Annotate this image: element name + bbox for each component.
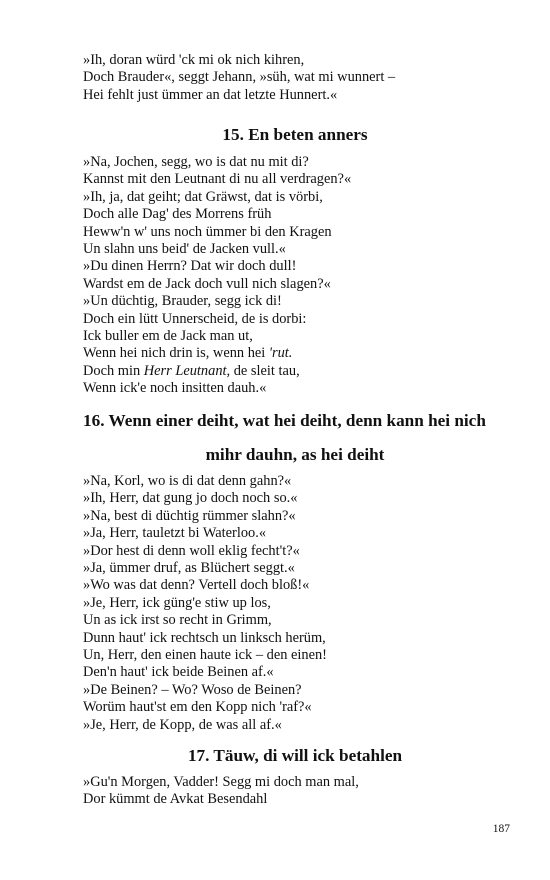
line-text: »Un düchtig, Brauder, segg ick di!	[83, 293, 282, 310]
line-text: »Ih, Herr, dat gung jo doch noch so.«	[83, 490, 298, 507]
poem-line	[83, 595, 523, 612]
line-text: »Na, Korl, wo is di dat denn gahn?«	[83, 473, 292, 489]
poem-line	[83, 791, 523, 808]
poem-line	[83, 380, 523, 397]
section-17-heading: 17. Täuw, di will ick betahlen	[187, 746, 403, 765]
line-text: »Dor hest di denn woll eklig fecht't?«	[83, 542, 300, 559]
line-text: Heww'n w' uns noch ümmer bi den Kragen	[83, 223, 332, 240]
italic-text: 'rut.	[268, 345, 293, 362]
poem-line	[83, 171, 523, 188]
poem-line	[83, 189, 523, 206]
poem-line	[83, 577, 523, 594]
poem-line	[83, 717, 523, 734]
poem-line	[83, 224, 523, 241]
poem-line	[83, 543, 523, 560]
section-16-poem	[83, 473, 523, 734]
line-text: »Ja, Herr, tauletzt bi Waterloo.«	[83, 525, 267, 542]
poem-line	[83, 311, 523, 328]
poem-line	[83, 69, 523, 86]
line-text: Un slahn uns beid' de Jacken vull.«	[83, 241, 286, 258]
line-text: de sleit tau,	[230, 362, 300, 379]
poem-line	[83, 699, 523, 716]
poem-line	[83, 630, 523, 647]
poem-line	[83, 525, 523, 542]
italic-text: Herr Leutnant,	[143, 362, 231, 379]
poem-line	[83, 508, 523, 525]
line-text: »Gu'n Morgen, Vadder! Segg mi doch man mal,	[83, 774, 359, 790]
poem-line	[83, 612, 523, 629]
line-text: Un as ick irst so recht in Grimm,	[83, 612, 272, 629]
poem-line	[83, 774, 523, 791]
line-text: Dunn haut' ick rechtsch un linksch herüm,	[83, 629, 326, 646]
line-text: Un, Herr, den einen haute ick – den einen!	[83, 647, 327, 664]
line-text: »Ih, doran würd 'ck mi ok nich kihren,	[83, 52, 305, 68]
line-text: »Wo was dat denn? Vertell doch bloß!«	[83, 577, 310, 594]
line-text: »Ja, ümmer druf, as Blüchert seggt.«	[83, 560, 295, 577]
section-15-heading: 15. En beten anners	[222, 125, 368, 144]
line-text: Ick buller em de Jack man ut,	[83, 328, 253, 345]
line-text: Hei fehlt just ümmer an dat letzte Hunnert.«	[83, 86, 338, 103]
line-text: »Du dinen Herrn? Dat wir doch dull!	[83, 258, 297, 275]
poem-line	[83, 154, 523, 171]
poem-line	[83, 664, 523, 681]
poem-line	[83, 328, 523, 345]
poem-line	[83, 276, 523, 293]
poem-line	[83, 258, 523, 275]
line-text: Doch Brauder«, seggt Jehann, »süh, wat mi wunnert –	[83, 69, 396, 86]
line-text: »Ih, ja, dat geiht; dat Gräwst, dat is vörbi,	[83, 188, 323, 205]
line-text: Doch min	[83, 362, 144, 379]
poem-line	[83, 241, 523, 258]
poem-line	[83, 473, 523, 490]
poem-line	[83, 52, 523, 69]
poem-line	[83, 647, 523, 664]
poem-line	[83, 293, 523, 310]
section-16-heading-line2: mihr dauhn, as hei deiht	[205, 445, 385, 464]
page-number: 187	[492, 823, 510, 835]
line-text: »De Beinen? – Wo? Woso de Beinen?	[83, 681, 302, 698]
section-15-poem	[83, 154, 523, 398]
line-text: »Je, Herr, de Kopp, de was all af.«	[83, 716, 282, 733]
line-text: »Na, best di düchtig rümmer slahn?«	[83, 507, 296, 524]
line-text: Kannst mit den Leutnant di nu all verdragen?«	[83, 171, 352, 188]
line-text: Doch alle Dag' des Morrens früh	[83, 206, 272, 223]
poem-line	[83, 345, 523, 362]
poem-line	[83, 490, 523, 507]
line-text: Wenn hei nich drin is, wenn hei	[83, 345, 269, 362]
section-17-poem	[83, 774, 523, 809]
line-text: Doch ein lütt Unnerscheid, de is dorbi:	[83, 310, 307, 327]
poem-line	[83, 682, 523, 699]
line-text: »Na, Jochen, segg, wo is dat nu mit di?	[83, 154, 309, 170]
poem-line	[83, 363, 523, 380]
line-text: Worüm haut'st em den Kopp nich 'raf?«	[83, 699, 312, 716]
line-text: Wardst em de Jack doch vull nich slagen?«	[83, 275, 331, 292]
stanza-top	[83, 52, 523, 104]
poem-line	[83, 206, 523, 223]
poem-line	[83, 87, 523, 104]
line-text: Den'n haut' ick beide Beinen af.«	[83, 664, 274, 681]
line-text: Wenn ick'e noch insitten dauh.«	[83, 380, 267, 397]
section-16-heading-line1: 16. Wenn einer deiht, wat hei deiht, denn kann hei nich	[83, 411, 486, 430]
line-text: »Je, Herr, ick güng'e stiw up los,	[83, 594, 271, 611]
poem-line	[83, 560, 523, 577]
line-text: Dor kümmt de Avkat Besendahl	[83, 791, 268, 808]
